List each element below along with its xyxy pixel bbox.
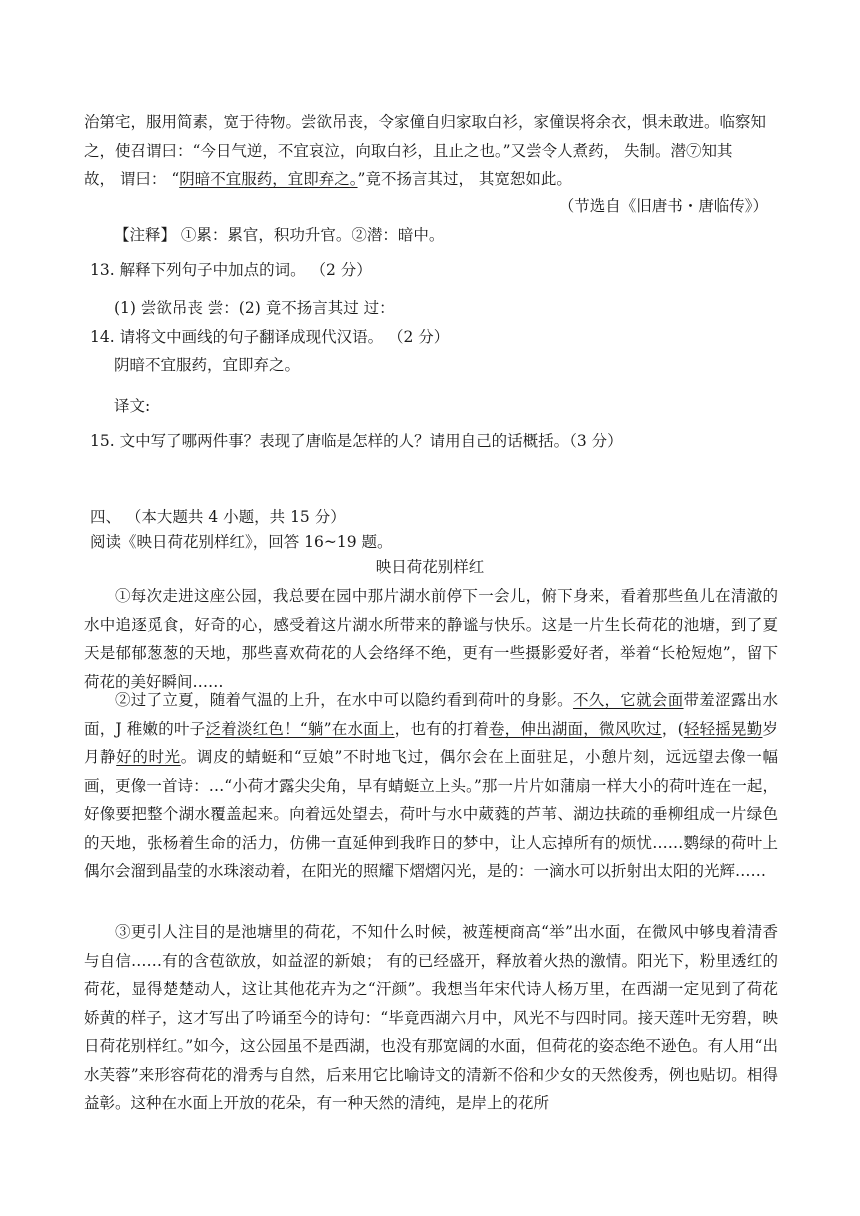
article-paragraph-1: ①每次走进这座公园，我总要在园中那片湖水前停下一会儿，俯下身来，看着那些鱼儿在清澈的水中追逐觅食，好奇的心，感受着这片湖水所带来的静谧与快乐。这是一片生长荷花的池塘，到了夏天是郁郁葱葱的天地，那些喜欢荷花的人会络绎不绝，更有一些摄影爱好者，举着“长枪短炮”，留下荷花的美好瞬间…… — [84, 587, 778, 691]
para2-underline: 轻轻摇晃勤 — [683, 719, 763, 738]
para2-seg: 带羞涩露出水面，J 稚嫩的叶子 — [84, 691, 778, 738]
question-15-prompt: 15. 文中写了哪两件事？表现了唐临是怎样的人？请用自己的话概括。（3 分） — [90, 432, 623, 450]
para2-underline: 好的时光 — [116, 748, 181, 766]
passage-line-3-start: 故， 谓曰： “ — [84, 170, 180, 188]
para2-seg: 岁月静 — [84, 719, 778, 766]
section-4-heading: 四、 （本大题共 4 小题，共 15 分） — [90, 508, 346, 526]
article-title: 映日荷花别样红 — [375, 558, 485, 576]
passage-line-2: 之，使召谓曰：“今日气逆，不宜哀泣，向取白衫，且止之也。”又尝令人煮药， 失制。潜⑦知其 — [84, 141, 733, 160]
para2-underline: 卷，伸出湖面，微风吹过 — [488, 719, 662, 738]
question-14-prompt: 14. 请将文中画线的句子翻译成现代汉语。 （2 分） — [90, 328, 450, 346]
para2-underline: 不久，它就会面 — [572, 691, 684, 709]
passage-line-3-end: ”竟不扬言其过， 其宽恕如此。 — [357, 170, 572, 188]
section-4-instruction: 阅读《映日荷花别样红》，回答 16~19 题。 — [90, 533, 393, 551]
passage-line-1: 治第宅，服用简素，宽于待物。尝欲吊丧，令家僮自归家取白衫，家僮误将余衣，惧未敢进。临察知 — [84, 113, 767, 131]
question-13-prompt: 13. 解释下列句子中加点的词。 （2 分） — [90, 261, 372, 279]
question-14-answer-label: 译文: — [114, 397, 151, 415]
passage-source: （节选自《旧唐书・唐临传》） — [558, 197, 768, 215]
question-13-items: (1) 尝欲吊丧 尝：(2) 竟不扬言其过 过： — [114, 299, 395, 317]
article-paragraph-2 — [84, 686, 778, 886]
para2-seg: 。调皮的蜻蜓和“豆娘”不时地飞过，偶尔会在上面驻足，小憩片刻，远远望去像一幅画，更像一首诗：…“小荷才露尖尖角，早有蜻蜓立上头。”那一片片如蒲扇一样大小的荷叶连在一起，好像要把整个湖水覆盖起来。向着远处望去，荷叶与水中葳蕤的芦苇、湖边扶疏的垂柳组成一片绿色的天地，张杨着生命的活力，仿佛一直延伸到我昨日的梦中，让人忘掉所有的烦忧……鹦绿的荷叶上偶尔会溜到晶莹的水珠滚动着，在阳光的照耀下熠熠闪光，是的：一滴水可以折射出太阳的光辉…… — [84, 748, 778, 880]
para2-seg: ，也有的打着 — [394, 719, 489, 738]
para2-seg: ②过了立夏，随着气温的上升，在水中可以隐约看到荷叶的身影。 — [115, 691, 573, 709]
underlined-sentence: 阴暗不宜服药，宜即弃之。 — [179, 170, 358, 188]
passage-notes: 【注释】 ①累：累官，积功升官。②潜：暗中。 — [114, 226, 445, 244]
passage-classical-text — [84, 108, 778, 194]
article-paragraph-3: ③更引人注目的是池塘里的荷花，不知什么时候，被莲梗商高“举”出水面，在微风中够曳着清香与自信……有的含苞欲放，如益涩的新娘； 有的已经盛开，释放着火热的激情。阳光下，粉里透红的荷花，显得楚楚动人，这让其他花卉为之“汗颜”。我想当年宋代诗人杨万里，在西湖一定见到了荷花娇黄的样子，这才写出了吟诵至今的诗句：“毕竟西湖六月中，风光不与四时同。接天莲叶无穷碧，映日荷花别样红。”如今，这公园虽不是西湖，也没有那宽阔的水面，但荷花的姿态绝不逊色。有人用“出水芙蓉”来形容荷花的滑秀与自然，后来用它比喻诗文的清新不俗和少女的天然俊秀，例也贴切。相得益彰。这种在水面上开放的花朵，有一种天然的清纯，是岸上的花所 — [84, 923, 778, 1112]
para2-underline: 泛着淡红色！“躺”在水面上 — [205, 719, 395, 738]
para2-seg: ，( — [661, 719, 684, 738]
question-14-sentence: 阴暗不宜服药，宜即弃之。 — [114, 356, 301, 374]
